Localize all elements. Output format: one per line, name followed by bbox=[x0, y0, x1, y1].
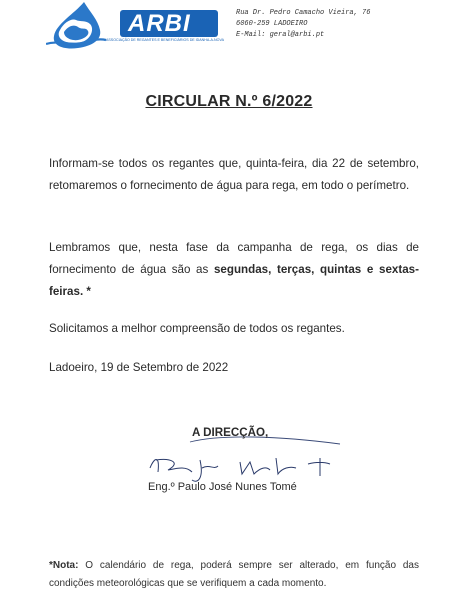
arbi-logo bbox=[46, 0, 222, 50]
sender-address bbox=[236, 8, 370, 41]
signature-block bbox=[0, 420, 458, 510]
place-date: Ladoeiro, 19 de Setembro de 2022 bbox=[49, 361, 229, 374]
address-postcode: 6060-259 LADOEIRO bbox=[236, 20, 308, 28]
logo-subtitle: ASSOCIAÇÃO DE REGANTES E BENEFICIÁRIOS DE IDANHA-A-NOVA bbox=[106, 38, 224, 42]
paragraph-request: Solicitamos a melhor compreensão de todos os regantes. bbox=[49, 322, 345, 335]
footnote-text: O calendário de rega, poderá sempre ser alterado, em função das condições meteorológicas que se verifiquem a cada momento. bbox=[49, 560, 419, 589]
schedule-text-end: . * bbox=[79, 284, 91, 298]
document-title: CIRCULAR N.º 6/2022 bbox=[145, 93, 313, 110]
schedule-days: segundas, terças, quintas e sextas-feiras bbox=[49, 262, 419, 298]
paragraph-announcement: Informam-se todos os regantes que, quinta-feira, dia 22 de setembro, retomaremos o fornecimento de água para rega, em todo o perímetro. bbox=[49, 157, 419, 192]
footnote-label: *Nota: bbox=[49, 560, 79, 571]
logo-text: ARBI bbox=[128, 10, 191, 37]
address-street: Rua Dr. Pedro Camacho Vieira, 76 bbox=[236, 9, 371, 17]
letterhead bbox=[0, 0, 458, 52]
footnote bbox=[49, 557, 419, 593]
paragraph-schedule bbox=[49, 237, 419, 302]
signatory-name: Eng.º Paulo José Nunes Tomé bbox=[148, 481, 297, 493]
address-email: E-Mail: geral@arbi.pt bbox=[236, 31, 325, 39]
schedule-text-start: Lembramos que, nesta fase da campanha de rega, os dias de fornecimento de água são as bbox=[49, 241, 419, 276]
signature-heading: A DIRECÇÃO, bbox=[192, 426, 269, 439]
